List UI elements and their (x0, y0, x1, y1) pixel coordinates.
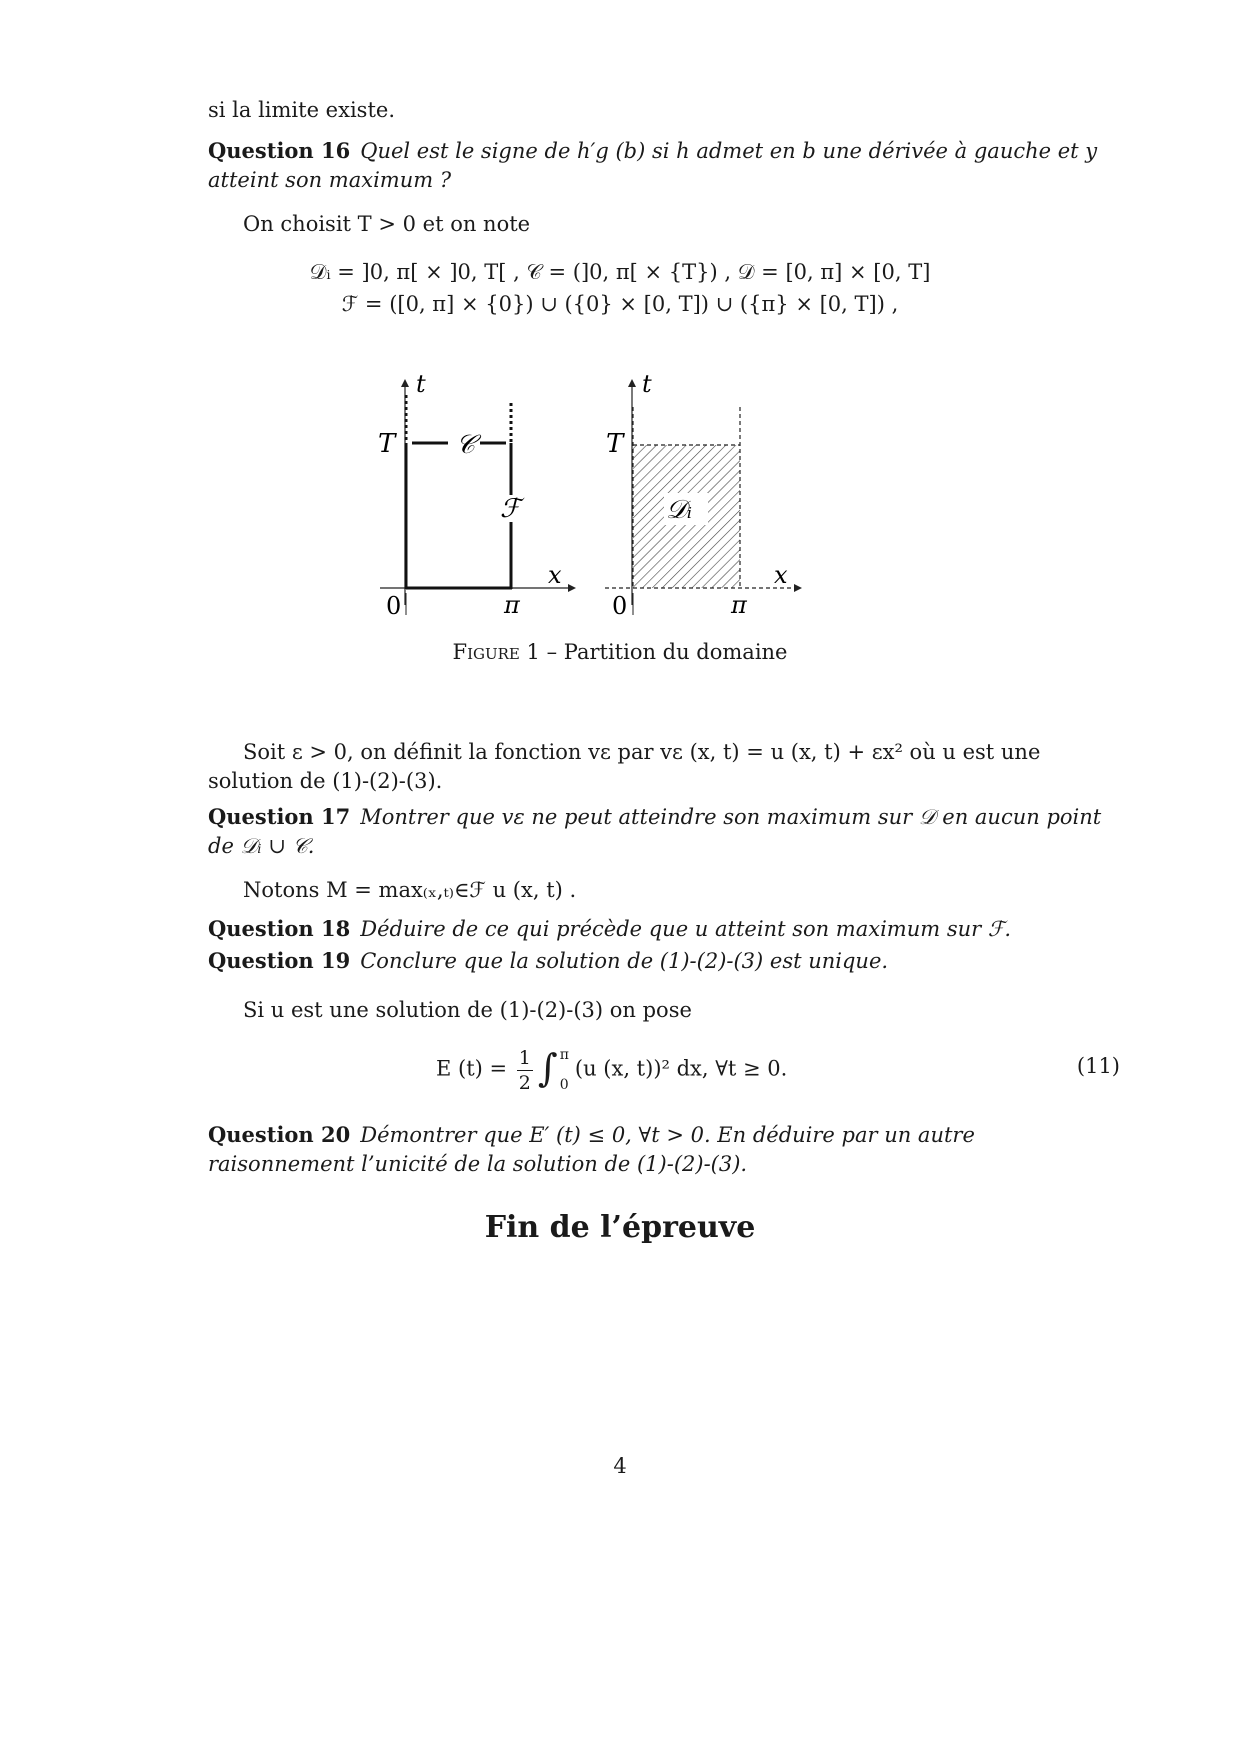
right-x-label: x (774, 561, 788, 589)
question-19 (208, 946, 1120, 976)
question-label: Question 17 (208, 804, 351, 829)
left-C-label: 𝒞 (456, 430, 475, 460)
t-axis-arrow-icon (401, 379, 409, 387)
left-zero-label: 0 (386, 592, 402, 620)
left-diagram (378, 370, 576, 620)
left-T-label: T (378, 429, 396, 459)
soit-paragraph: Soit ε > 0, on définit la fonction vε par vε (x, t) = u (x, t) + εx² où u est une solution de (1)-(2)-(3). (208, 740, 1041, 793)
question-text: Conclure que la solution de (1)-(2)-(3) est unique. (360, 949, 889, 973)
equation-lhs: E (t) = (436, 1056, 508, 1081)
intro-line: si la limite existe. (208, 98, 395, 122)
integral-upper-limit: π (559, 1047, 569, 1063)
left-pi-label: π (504, 591, 520, 619)
question-18 (208, 914, 1120, 944)
page-number: 4 (613, 1454, 627, 1478)
question-16 (208, 136, 1120, 195)
caption-text: – Partition du domaine (539, 640, 788, 664)
definitions (0, 256, 1240, 320)
right-pi-label: π (731, 591, 747, 619)
caption-label: Figure 1 (452, 640, 540, 664)
equation-number: (11) (1076, 1054, 1120, 1078)
question-label: Question 16 (208, 138, 351, 163)
equation-fraction (517, 1046, 533, 1095)
definition-line-2: ℱ = ([0, π] × {0}) ∪ ({0} × [0, T]) ∪ ({π} × [0, T]) , (341, 292, 899, 316)
integral-limits (560, 1040, 569, 1100)
definition-line-1: 𝒟ᵢ = ]0, π[ × ]0, T[ , 𝒞 = (]0, π[ × {T}) , 𝒟 = [0, π] × [0, T] (309, 260, 931, 284)
si-line: Si u est une solution de (1)-(2)-(3) on pose (243, 998, 692, 1022)
left-F-label: ℱ (500, 494, 521, 524)
question-text: Démontrer que E′ (t) ≤ 0, ∀t > 0. En déduire par un autre raisonnement l’unicité de la solution de (1)-(2)-(3). (208, 1123, 975, 1176)
notons-line: Notons M = max₍ₓ,ₜ₎∈ℱ u (x, t) . (243, 878, 577, 902)
right-diagram (605, 370, 802, 620)
equation-11 (436, 1040, 787, 1100)
question-label: Question 18 (208, 916, 351, 941)
right-Di-label: 𝒟ᵢ (666, 495, 692, 525)
question-label: Question 20 (208, 1122, 351, 1147)
x-axis-arrow-icon (568, 584, 576, 592)
end-title: Fin de l’épreuve (484, 1210, 756, 1245)
left-t-label: t (416, 370, 426, 398)
x-axis-arrow-icon (794, 584, 802, 592)
left-x-label: x (548, 561, 562, 589)
equation-rhs: (u (x, t))² dx, ∀t ≥ 0. (574, 1056, 788, 1081)
right-zero-label: 0 (612, 592, 628, 620)
question-text: Quel est le signe de h′g (b) si h admet en b une dérivée à gauche et y atteint son maximum ? (208, 139, 1098, 192)
integral-lower-limit: 0 (559, 1077, 569, 1093)
figure-caption (0, 638, 1240, 667)
question-17 (208, 802, 1120, 861)
question-label: Question 19 (208, 948, 351, 973)
choice-line: On choisit T > 0 et on note (243, 212, 531, 236)
question-20 (208, 1120, 1120, 1179)
integral-sign-icon: ∫ (537, 1046, 558, 1090)
fraction-numerator: 1 (518, 1046, 531, 1069)
question-text: Déduire de ce qui précède que u atteint son maximum sur ℱ. (360, 917, 1012, 941)
question-text: Montrer que vε ne peut atteindre son maximum sur 𝒟 en aucun point de 𝒟ᵢ ∪ 𝒞. (208, 805, 1102, 858)
fraction-denominator: 2 (518, 1071, 531, 1094)
figure-1 (360, 365, 820, 630)
right-t-label: t (642, 370, 652, 398)
right-T-label: T (606, 429, 624, 459)
t-axis-arrow-icon (628, 379, 636, 387)
